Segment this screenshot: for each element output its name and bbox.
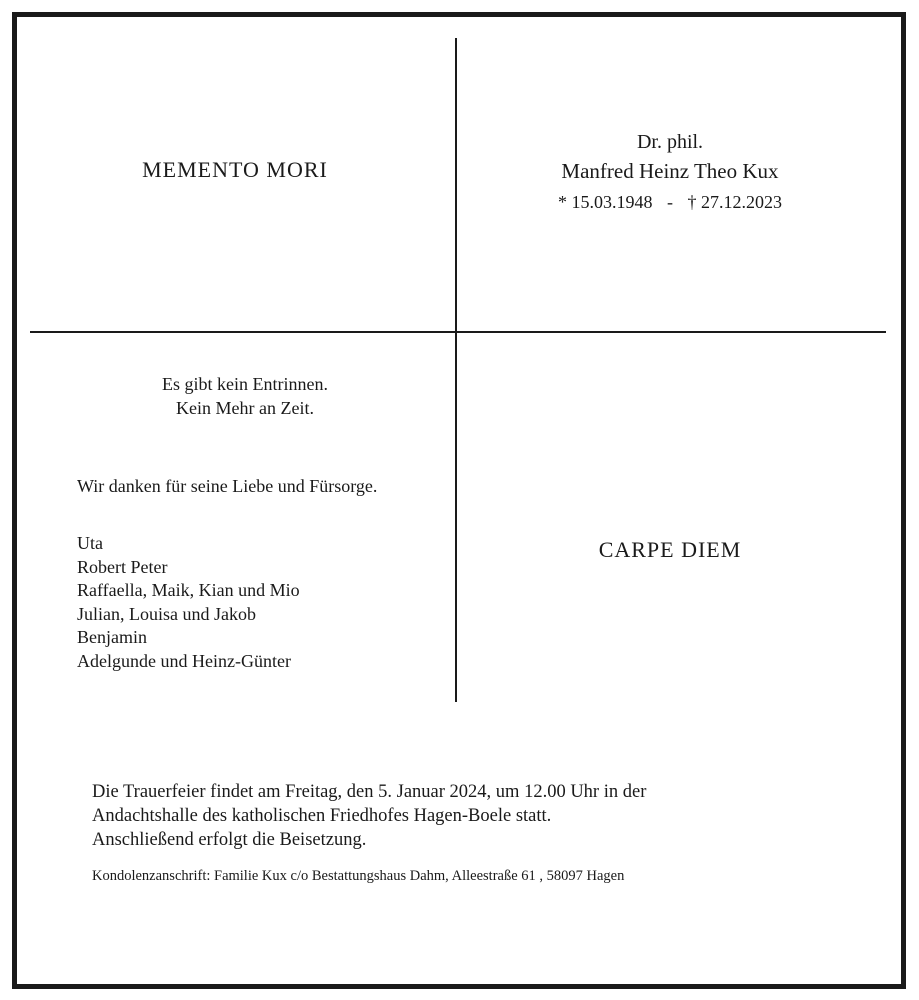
quote (40, 372, 450, 420)
deceased-name: Manfred Heinz Theo Kux (561, 159, 779, 183)
family-member: Raffaella, Maik, Kian und Mio (77, 580, 300, 600)
notice-line-2: Andachtshalle des katholischen Friedhofes Hagen-Boele statt. (92, 806, 552, 826)
thanks-text: Wir danken für seine Liebe und Fürsorge. (77, 476, 378, 496)
family-member: Robert Peter (77, 556, 168, 577)
family-list (77, 532, 300, 673)
deceased-block (470, 128, 870, 216)
quote-line-2: Kein Mehr an Zeit. (176, 398, 314, 418)
family-member: Benjamin (77, 627, 147, 647)
condolence-address: Kondolenzanschrift: Familie Kux c/o Bestattungshaus Dahm, Alleestraße 61 , 58097 Hagen (92, 868, 625, 884)
birth-date: * 15.03.1948 (558, 192, 653, 212)
motto-memento-mori: MEMENTO MORI (142, 157, 328, 182)
academic-title: Dr. phil. (636, 131, 704, 153)
date-separator: - (667, 192, 673, 212)
motto-carpe-diem: CARPE DIEM (598, 537, 742, 562)
death-date: † 27.12.2023 (687, 192, 782, 212)
vertical-divider (455, 38, 457, 702)
family-member: Julian, Louisa und Jakob (77, 603, 256, 624)
notice-line-3: Anschließend erfolgt die Beisetzung. (92, 830, 367, 850)
family-member: Uta (77, 533, 103, 553)
family-member: Adelgunde und Heinz-Günter (77, 650, 291, 671)
horizontal-divider (30, 331, 886, 333)
quote-line-1: Es gibt kein Entrinnen. (162, 374, 328, 394)
funeral-notice (92, 780, 646, 852)
life-dates (470, 188, 870, 216)
notice-line-1: Die Trauerfeier findet am Freitag, den 5. Januar 2024, um 12.00 Uhr in der (92, 782, 647, 802)
